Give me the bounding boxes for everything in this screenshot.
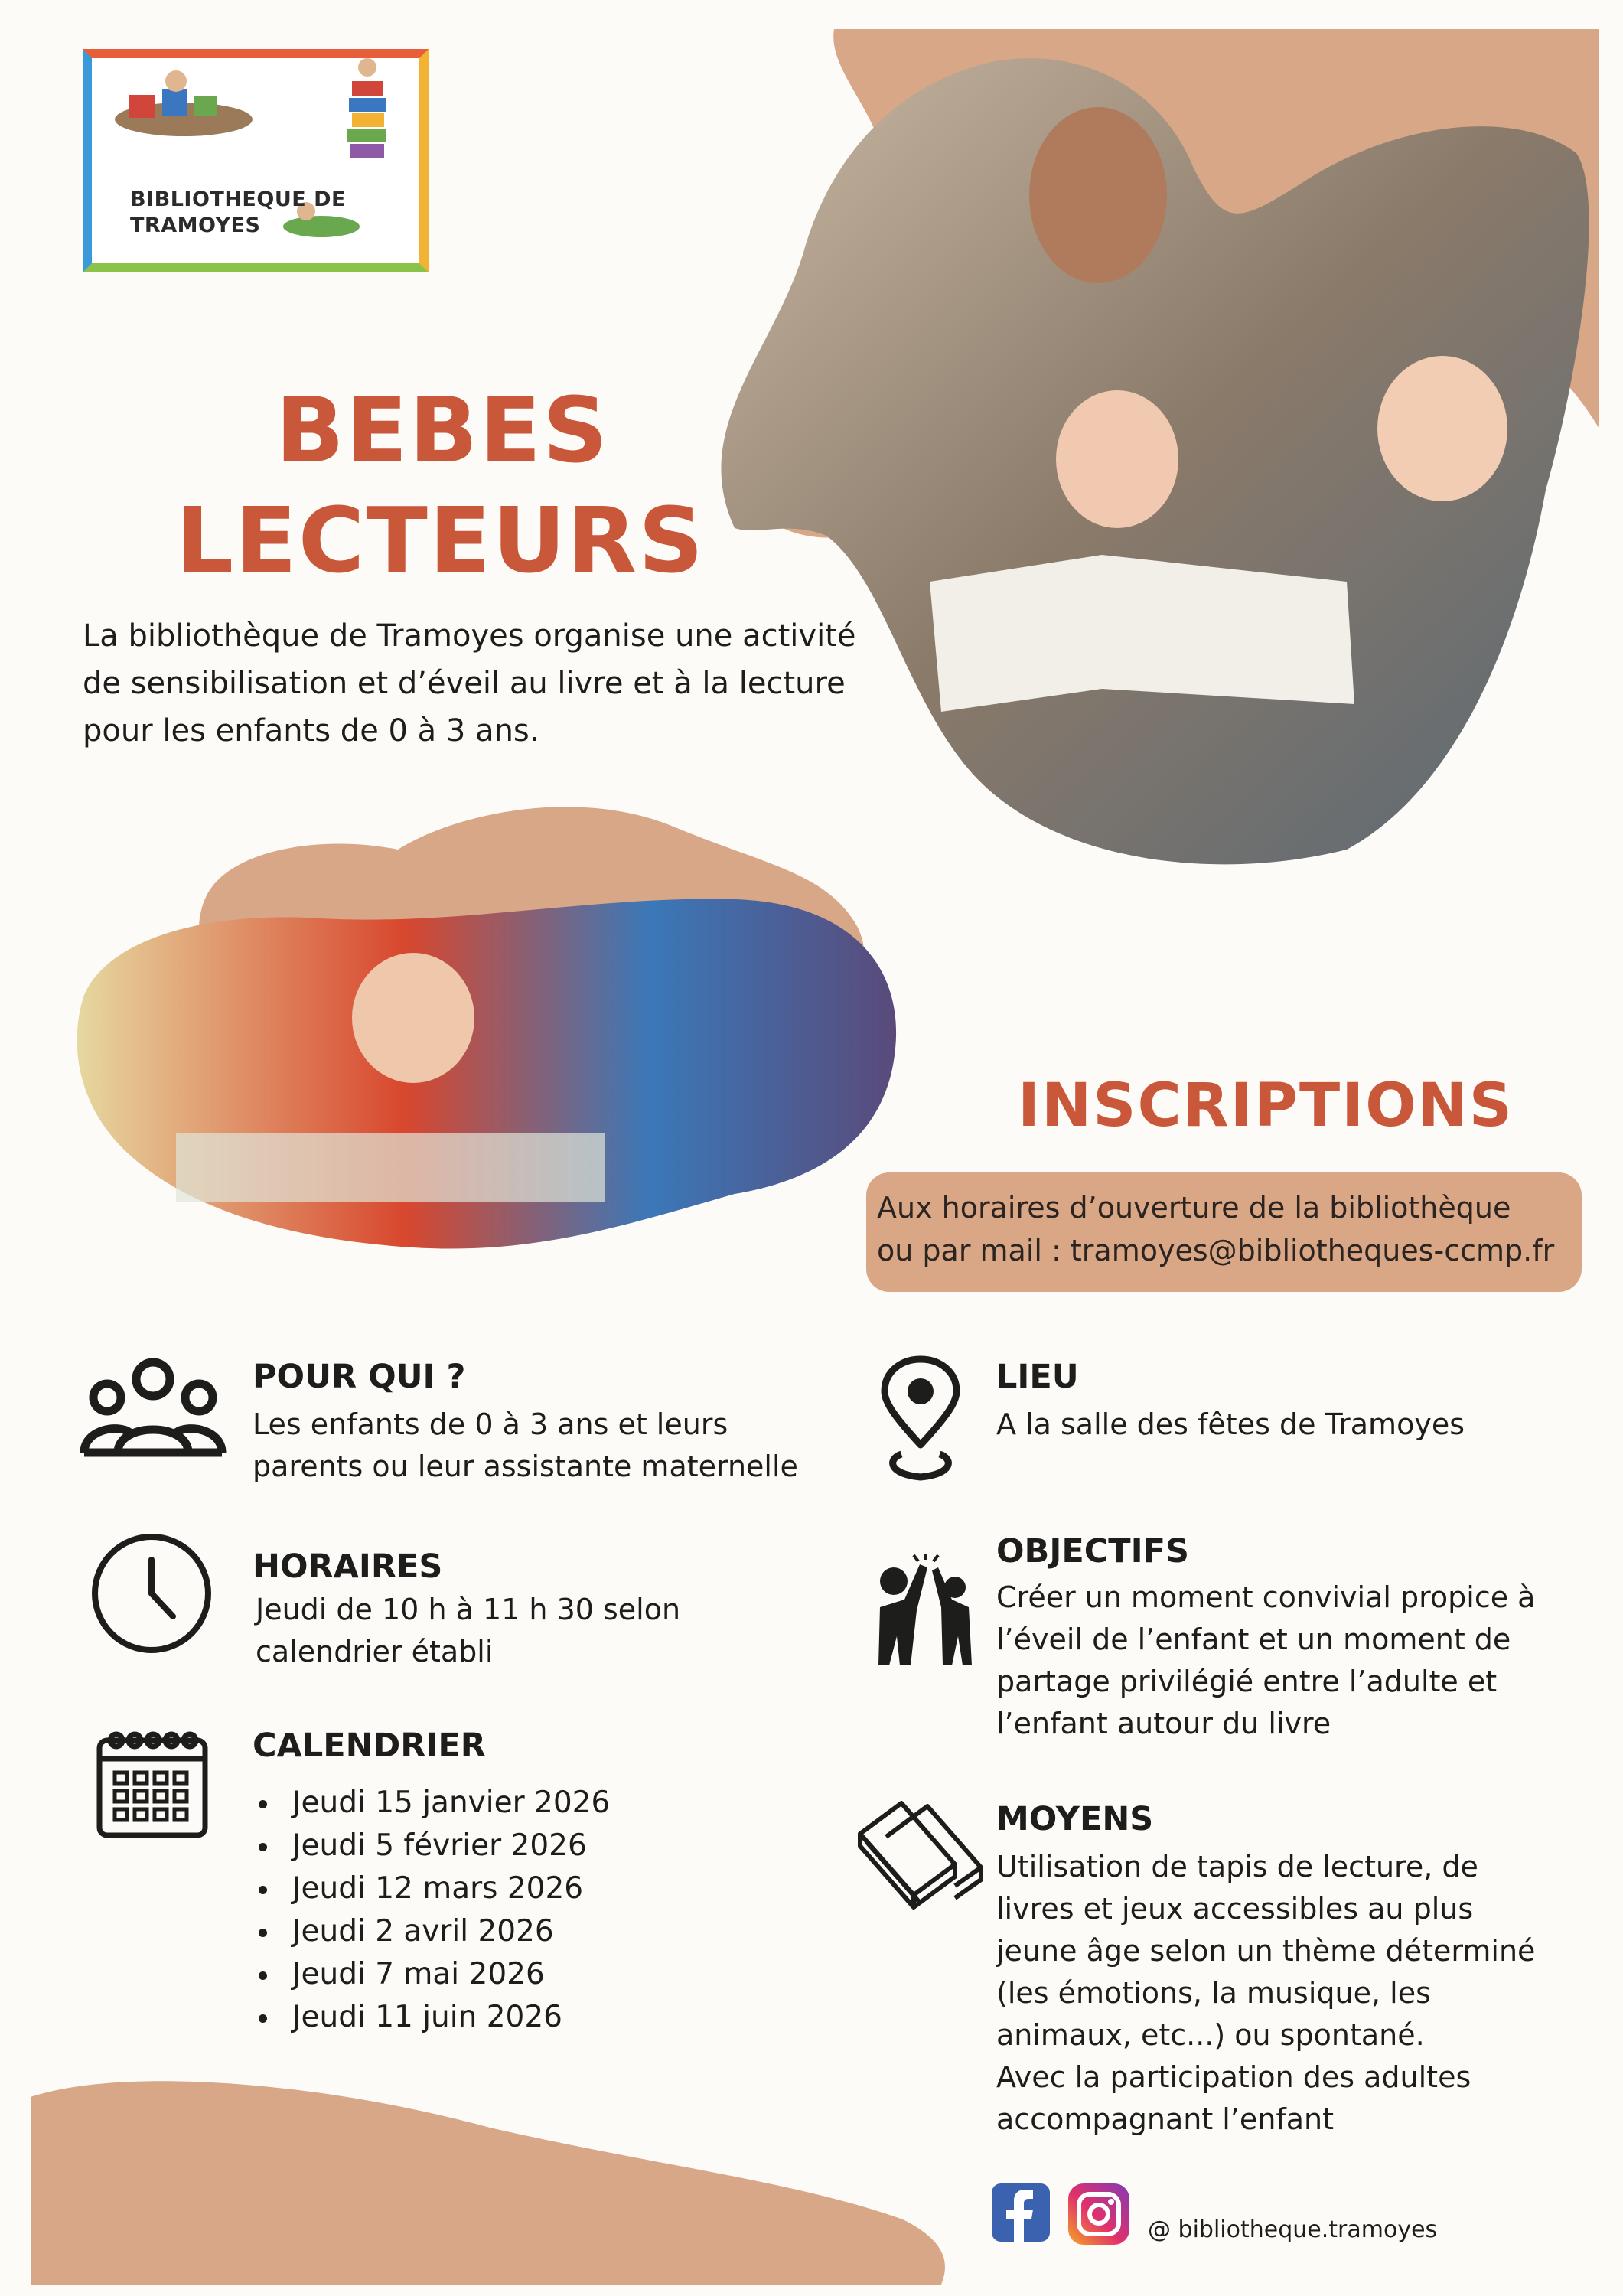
- section-moyens: [996, 1800, 1578, 2141]
- pour-qui-title: POUR QUI ?: [253, 1358, 466, 1396]
- inscriptions-title: INSCRIPTIONS: [1018, 1071, 1514, 1140]
- moyens-line: jeune âge selon un thème déterminé: [996, 1934, 1536, 1968]
- calendrier-date: Jeudi 2 avril 2026: [292, 1910, 803, 1953]
- tan-blob-bottom: [31, 2081, 945, 2285]
- intro-paragraph: [83, 612, 886, 755]
- location-pin-icon: [878, 1355, 963, 1485]
- lieu-text: A la salle des fêtes de Tramoyes: [996, 1407, 1465, 1441]
- calendrier-title: CALENDRIER: [253, 1727, 486, 1765]
- photo-face-baby1: [1056, 390, 1178, 528]
- section-horaires: [253, 1548, 803, 1673]
- inscriptions-line: Aux horaires d’ouverture de la bibliothèque: [877, 1191, 1511, 1225]
- moyens-line: livres et jeux accessibles au plus: [996, 1892, 1474, 1926]
- horaires-text: [253, 1589, 803, 1673]
- moyens-line: accompagnant l’enfant: [996, 2102, 1335, 2136]
- objectifs-line: Créer un moment convivial propice à: [996, 1580, 1536, 1614]
- inscriptions-email-line[interactable]: ou par mail : tramoyes@bibliotheques-ccmp.fr: [877, 1234, 1555, 1267]
- moyens-line: animaux, etc...) ou spontané.: [996, 2018, 1425, 2052]
- facebook-icon[interactable]: [992, 2183, 1050, 2242]
- calendrier-date: Jeudi 7 mai 2026: [292, 1953, 803, 1996]
- moyens-line: (les émotions, la musique, les: [996, 1976, 1431, 2010]
- objectifs-line: partage privilégié entre l’adulte et: [996, 1665, 1498, 1698]
- pour-qui-line: parents ou leur assistante maternelle: [253, 1450, 798, 1483]
- logo-line-2: TRAMOYES: [130, 214, 261, 237]
- calendrier-date: Jeudi 11 juin 2026: [292, 1996, 803, 2039]
- page-title: [176, 375, 712, 595]
- calendrier-date: Jeudi 5 février 2026: [292, 1825, 803, 1867]
- photo-baby-mat: [176, 1133, 605, 1202]
- social-handle[interactable]: @ bibliotheque.tramoyes: [1148, 2216, 1438, 2243]
- people-group-icon: [80, 1353, 227, 1460]
- photo-face-mother: [1029, 107, 1167, 283]
- intro-line: pour les enfants de 0 à 3 ans.: [83, 713, 539, 748]
- moyens-line: Utilisation de tapis de lecture, de: [996, 1850, 1478, 1883]
- photo-book: [930, 555, 1354, 712]
- horaires-line: calendrier établi: [256, 1635, 494, 1668]
- lieu-title: LIEU: [996, 1358, 1079, 1396]
- high-five-icon: [866, 1554, 981, 1668]
- moyens-text: [996, 1846, 1578, 2141]
- objectifs-title: OBJECTIFS: [996, 1532, 1189, 1570]
- intro-line: La bibliothèque de Tramoyes organise une activité: [83, 618, 856, 654]
- books-icon: [855, 1799, 993, 1913]
- photo-baby-head: [352, 953, 474, 1083]
- calendrier-date: Jeudi 15 janvier 2026: [292, 1782, 803, 1825]
- objectifs-text: [996, 1577, 1578, 1745]
- pour-qui-line: Les enfants de 0 à 3 ans et leurs: [253, 1407, 728, 1441]
- library-logo: [83, 49, 429, 272]
- calendrier-date: Jeudi 12 mars 2026: [292, 1867, 803, 1910]
- intro-line: de sensibilisation et d’éveil au livre et à la lecture: [83, 666, 846, 701]
- moyens-title: MOYENS: [996, 1800, 1154, 1838]
- logo-line-1: BIBLIOTHEQUE DE: [130, 188, 346, 211]
- pour-qui-text: [253, 1404, 803, 1488]
- logo-text: [130, 187, 346, 239]
- section-objectifs: [996, 1532, 1578, 1745]
- instagram-icon[interactable]: [1068, 2183, 1129, 2245]
- section-lieu: [996, 1358, 1578, 1446]
- objectifs-line: l’éveil de l’enfant et un moment de: [996, 1623, 1511, 1656]
- calendrier-list: [253, 1782, 803, 2039]
- title-line-1: BEBES: [275, 377, 610, 483]
- horaires-title: HORAIRES: [253, 1548, 443, 1586]
- title-line-2: LECTEURS: [176, 488, 706, 593]
- section-calendrier: [253, 1727, 803, 2039]
- photo-face-baby2: [1377, 356, 1507, 501]
- clock-icon: [90, 1532, 213, 1655]
- objectifs-line: l’enfant autour du livre: [996, 1707, 1331, 1740]
- calendar-icon: [95, 1727, 210, 1841]
- inscriptions-box: [866, 1172, 1582, 1292]
- moyens-line: Avec la participation des adultes: [996, 2060, 1471, 2094]
- horaires-line: Jeudi de 10 h à 11 h 30 selon: [256, 1593, 681, 1626]
- section-pour-qui: [253, 1358, 803, 1488]
